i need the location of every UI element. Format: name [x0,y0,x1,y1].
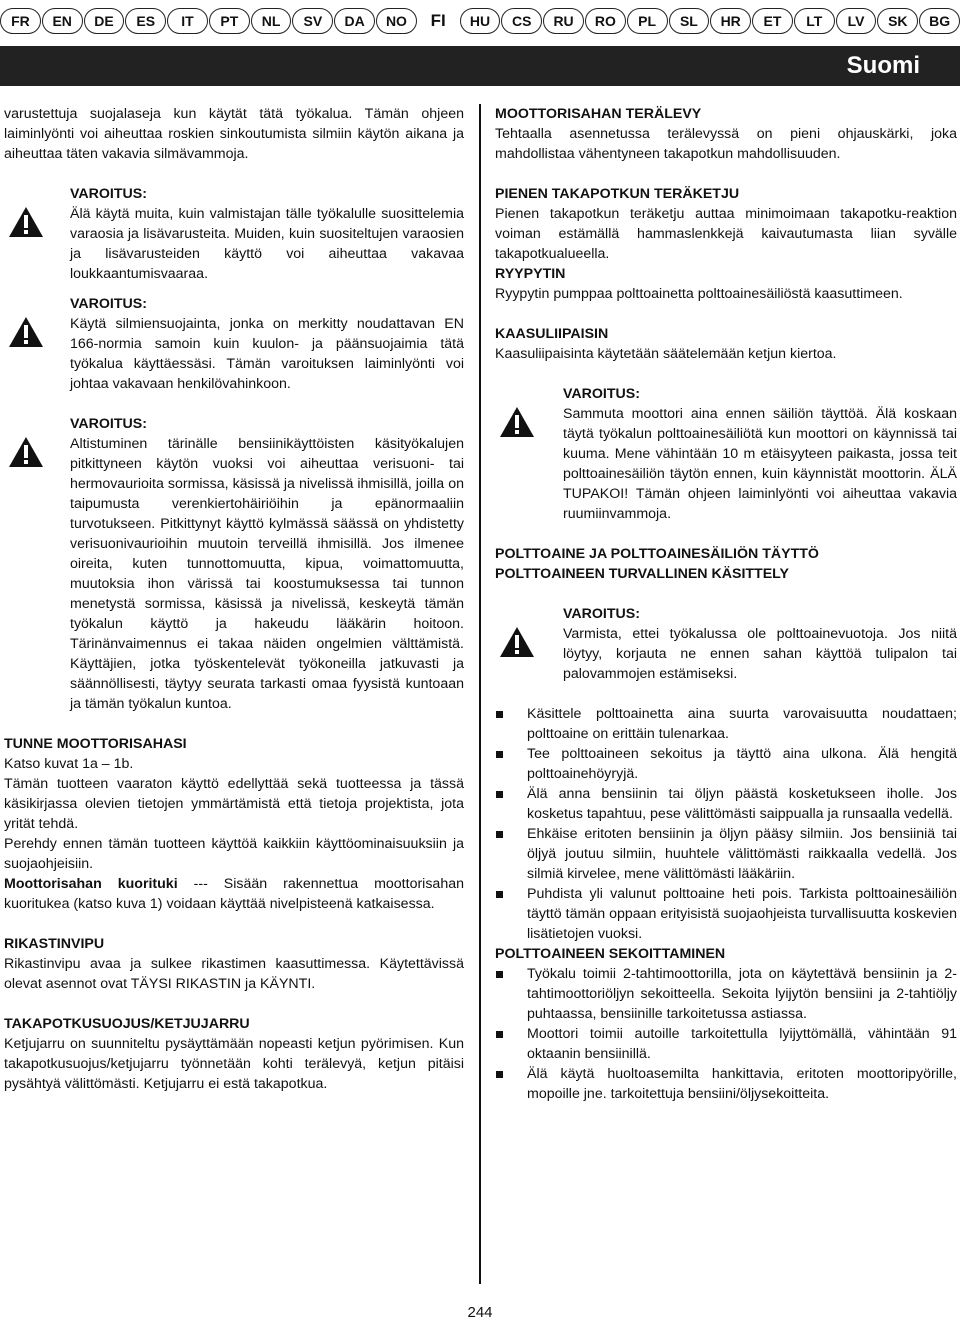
language-tab-de[interactable]: DE [84,8,125,34]
know-paragraph-2: Perehdy ennen tämän tuotteen käyttöä kaikkiin käyttöominaisuuksiin ja suojaohjeisiin. [4,836,464,872]
warning-block-5 [495,604,957,684]
fuel-safety-list [495,704,957,944]
language-tab-hr[interactable]: HR [710,8,751,34]
section-heading-fuel: POLTTOAINE JA POLTTOAINESÄILIÖN TÄYTTÖ [495,546,819,562]
chain-text: Pienen takapotkun teräketju auttaa minimoimaan takapotku-reaktion voiman estämällä hammaslenkkejä kaivautumasta liian syvälle takapotkualueella. [495,206,957,262]
section-heading-chain: PIENEN TAKAPOTKUN TERÄKETJU [495,186,740,202]
list-item: Ehkäise eritoten bensiinin ja öljyn pääsy silmiin. Jos bensiiniä tai öljyä joutuu silmiin, huuhtele välittömästi raikkaalla vedellä. Jos silmiä kirvelee, mene välittömästi lääkäriin. [495,824,957,884]
warning-block-3 [4,414,464,714]
throttle-text: Kaasuliipaisinta käytetään säätelemään ketjun kiertoa. [495,346,837,362]
section-heading-primer: RYYPYTIN [495,266,566,282]
warning-icon [499,626,535,658]
language-tab-ru[interactable]: RU [543,8,584,34]
bucking-spike-term: Moottorisahan kuorituki [4,876,178,892]
language-tab-bg[interactable]: BG [919,8,960,34]
language-tab-ro[interactable]: RO [585,8,626,34]
list-item: Moottori toimii autoille tarkoitettulla lyijyttömällä, vähintään 91 oktaanin bensiinillä. [495,1024,957,1064]
section-heading-chain-brake: TAKAPOTKUSUOJUS/KETJUJARRU [4,1016,250,1032]
list-item: Älä anna bensiinin tai öljyn päästä kosketukseen iholle. Jos kosketus tapahtuu, pese välittömästi saippualla ja runsaalla vedellä. [495,784,957,824]
language-tab-nl[interactable]: NL [251,8,292,34]
list-item: Puhdista yli valunut polttoaine heti pois. Tarkista polttoainesäiliön täyttö tämän oppaan erityisistä suojaohjeista turvallisuutta koskevien lisätietojen vuoksi. [495,884,957,944]
language-tab-et[interactable]: ET [752,8,793,34]
language-tab-lt[interactable]: LT [794,8,835,34]
language-tab-it[interactable]: IT [167,8,208,34]
section-heading-guide-bar: MOOTTORISAHAN TERÄLEVY [495,106,702,122]
know-paragraph-1: Tämän tuotteen vaaraton käyttö edellyttää sekä tuotteessa ja tässä käsikirjassa olevien tietojen ymmärtämistä että tietoja projektista, jota yrität tehdä. [4,776,464,832]
list-item: Työkalu toimii 2-tahtimoottorilla, jota on käytettävä bensiinin ja 2-tahtimoottoriöljyn sekoitteella. Sekoita lyijytön bensiini ja 2-tahtiöljy puhtaassa, bensiinille tarkoitetussa astiassa. [495,964,957,1024]
warning-label: VAROITUS: [70,416,147,432]
language-tab-fr[interactable]: FR [0,8,41,34]
warning-text: Käytä silmiensuojainta, jonka on merkitty noudattavan EN 166-normia samoin kuin kuulon- ja päänsuojaimia tätä työkalua käyttäessäsi. Tämän varoituksen laiminlyönti voi johtaa vakavaan henkilövahinkoon. [70,316,464,392]
warning-label: VAROITUS: [563,386,640,402]
warning-block-2 [4,294,464,394]
intro-text: varustettuja suojalaseja kun käytät tätä työkalua. Tämän ohjeen laiminlyönti voi aiheuttaa roskien sinkoutumista silmiin käytön aikana ja aiheuttaa täten vakavia silmävammoja. [4,106,464,162]
warning-text: Älä käytä muita, kuin valmistajan tälle työkalulle suosittelemia varaosia ja lisävarusteita. Muiden, kuin suositeltujen varaosien ja lisävarusteiden käyttö voi aiheuttaa vakavaa loukkaantumisvaaraa. [70,206,464,282]
language-tab-sk[interactable]: SK [877,8,918,34]
warning-icon [8,316,44,348]
language-tab-da[interactable]: DA [334,8,375,34]
page-number: 244 [467,1304,493,1321]
header-bar [0,46,960,86]
warning-block-1 [4,184,464,284]
language-tabs [0,8,960,34]
warning-label: VAROITUS: [70,186,147,202]
warning-text: Sammuta moottori aina ennen säiliön täyttöä. Älä koskaan täytä työkalun polttoainesäiliötä kun moottori on käynnissä tai kuuma. Mene vähintään 10 m etäisyyteen paikasta, jossa teit polttoainesäiliön täytön ennen, kuin käynnistät moottorin. ÄLÄ TUPAKOI! Tämän ohjeen laiminlyönti voi aiheuttaa vakavia ruumiinvammoja. [563,406,957,522]
language-tab-pl[interactable]: PL [627,8,668,34]
language-tab-es[interactable]: ES [125,8,166,34]
section-heading-know-your-saw: TUNNE MOOTTORISAHASI [4,736,187,752]
chain-brake-text: Ketjujarru on suunniteltu pysäyttämään nopeasti ketjun pyörimisen. Kun takapotkusuojus/ketjujarru työnnetään kohti terälevyä, ketjun pitäisi pysähtyä välittömästi. Ketjujarru ei estä takapotkua. [4,1036,464,1092]
figure-reference: Katso kuvat 1a – 1b. [4,756,134,772]
column-divider [479,104,481,1284]
know-paragraph-3 [4,874,464,914]
fuel-mixing-list [495,964,957,1104]
warning-icon [8,436,44,468]
section-heading-fuel-mixing: POLTTOAINEEN SEKOITTAMINEN [495,946,726,962]
warning-label: VAROITUS: [70,296,147,312]
right-column [495,104,957,1104]
list-item: Tee polttoaineen sekoitus ja täyttö aina ulkona. Älä hengitä polttoainehöyryjä. [495,744,957,784]
section-heading-throttle: KAASULIIPAISIN [495,326,609,342]
section-heading-choke: RIKASTINVIPU [4,936,105,952]
warning-label: VAROITUS: [563,606,640,622]
guide-bar-text: Tehtaalla asennetussa terälevyssä on pieni ohjauskärki, joka mahdollistaa vähentyneen takapotkun mahdollisuuden. [495,126,957,162]
page-title: Suomi [846,52,920,79]
language-tab-en[interactable]: EN [42,8,83,34]
left-column [4,104,464,1094]
language-tab-pt[interactable]: PT [209,8,250,34]
language-tab-sl[interactable]: SL [669,8,710,34]
language-tab-fi[interactable]: FI [418,8,459,34]
language-tab-hu[interactable]: HU [460,8,501,34]
list-item: Käsittele polttoainetta aina suurta varovaisuutta noudattaen; polttoaine on erittäin tulenarkaa. [495,704,957,744]
warning-block-4 [495,384,957,524]
language-tab-sv[interactable]: SV [292,8,333,34]
primer-text: Ryypytin pumppaa polttoainetta polttoainesäiliöstä kaasuttimeen. [495,286,903,302]
choke-text: Rikastinvipu avaa ja sulkee rikastimen kaasuttimessa. Käytettävissä olevat asennot ovat TÄYSI RIKASTIN ja KÄYNTI. [4,956,464,992]
warning-text: Varmista, ettei työkalussa ole polttoainevuotoja. Jos niitä löytyy, korjauta ne ennen sahan käyttöä tulipalon tai palovammojen estämiseksi. [563,626,957,682]
language-tab-lv[interactable]: LV [836,8,877,34]
language-tab-no[interactable]: NO [376,8,417,34]
warning-icon [499,406,535,438]
bucking-spike-text: --- Sisään rakennettua moottorisahan kuoritukea (katso kuva 1) voidaan käyttää nivelpisteenä katkaisessa. [4,876,464,912]
warning-text: Altistuminen tärinälle bensiinikäyttöisten käsityökalujen pitkittyneen käytön vuoksi voi aiheuttaa verisuoni- tai hermovaurioita sormissa, käsissä ja nivelissä ihmisillä, joilla on taipumusta verenkiertohäiriöihin ja epänormaaliin turvotukseen. Pitkittynyt käyttö kylmässä säässä on yhdistetty verisuonivaurioihin muutoin terveillä ihmisillä. Jos ilmenee oireita, kuten tunnottomuutta, kipua, voimattomuutta, muutoksia ihon värissä tai koostumuksessa tai tunnon menetystä sormissa, käsissä ja nivelissä, keskeytä tämän työkalun käyttö ja hakeudu lääkärin hoitoon. Tärinänvaimennus ei takaa näiden ongelmien välttämistä. Käyttäjien, jotka työskentelevät työkoneilla jatkuvasti ja säännöllisesti, täytyy seurata tarkasti omaa fyysistä kuntoaan ja tämän työkalun kuntoa. [70,436,464,712]
warning-icon [8,206,44,238]
list-item: Älä käytä huoltoasemilta hankittavia, eritoten moottoripyörille, mopoille jne. tarkoitettuja bensiini/öljysekoitteita. [495,1064,957,1104]
language-tab-cs[interactable]: CS [501,8,542,34]
section-heading-fuel-safety: POLTTOAINEEN TURVALLINEN KÄSITTELY [495,566,790,582]
